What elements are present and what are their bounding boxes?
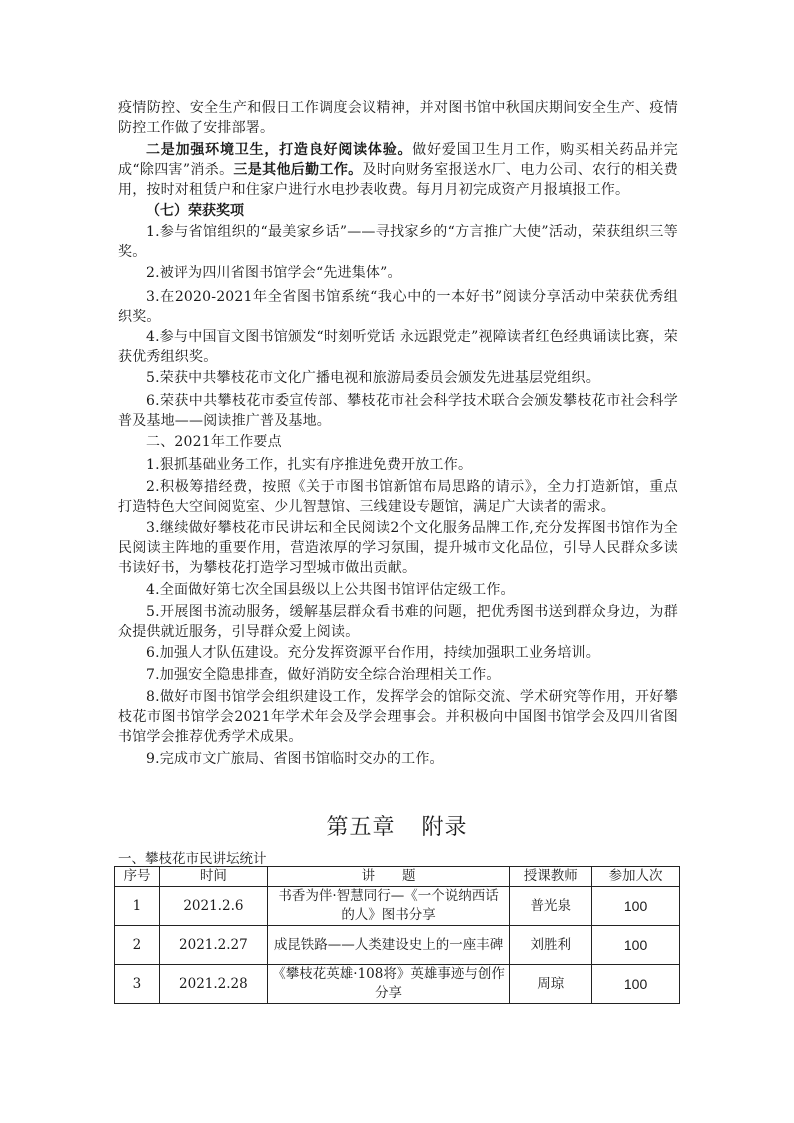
section-title: 一、攀枝花市民讲坛统计: [118, 851, 267, 867]
cell-teacher: 普光泉: [510, 887, 592, 926]
award-item: 3.在2020-2021年全省图书馆系统“我心中的一本好书”阅读分享活动中荣获优秀组织奖。: [118, 289, 678, 325]
lecture-table: [114, 866, 680, 1004]
award-item: 6.荣获中共攀枝花市委宣传部、攀枝花市社会科学技术联合会颁发攀枝花市社会科学普及基地——阅读推广普及基地。: [118, 393, 678, 429]
awards-heading: （七）荣获奖项: [146, 203, 244, 219]
award-item: 4.参与中国盲文图书馆颁发“时刻听党话 永远跟党走”视障读者红色经典诵读比赛，荣获优秀组织奖。: [118, 329, 678, 365]
header-count: 参加人次: [592, 867, 680, 887]
table-row: [115, 926, 680, 965]
paragraph-lead-2: 三是其他后勤工作。: [233, 162, 363, 178]
paragraph-safety: 疫情防控、安全生产和假日工作调度会议精神，并对图书馆中秋国庆期间安全生产、疫情防控工作做了安排部署。: [118, 100, 678, 136]
cell-count: 100: [592, 965, 680, 1004]
cell-topic: 成昆铁路——人类建设史上的一座丰碑: [267, 926, 509, 965]
header-topic: 讲 题: [267, 867, 509, 887]
cell-date: 2021.2.6: [159, 887, 267, 926]
paragraph-text-2: 及时向财务室报送水厂、电力公司、农行的相关费用，按时对租赁户和住家户进行水电抄表收费。每月月初完成资产月报填报工作。: [118, 162, 678, 198]
cell-no: 2: [115, 926, 160, 965]
plan-item: 8.做好市图书馆学会组织建设工作，发挥学会的馆际交流、学术研究等作用，开好攀枝花市图书馆学会2021年学术年会及学会理事会。并积极向中国图书馆学会及四川省图书馆学会推荐优秀学术成果。: [118, 689, 678, 745]
plan-item: 5.开展图书流动服务，缓解基层群众看书难的问题，把优秀图书送到群众身边，为群众提供就近服务，引导群众爱上阅读。: [118, 604, 678, 640]
plan-item: 7.加强安全隐患排查，做好消防安全综合治理相关工作。: [146, 667, 501, 683]
paragraph-logistics: [118, 140, 678, 200]
plan-item: 1.狠抓基础业务工作，扎实有序推进免费开放工作。: [146, 457, 473, 473]
cell-teacher: 周琼: [510, 965, 592, 1004]
plan-item: 9.完成市文广旅局、省图书馆临时交办的工作。: [146, 751, 444, 767]
chapter-title: [0, 813, 794, 843]
cell-teacher: 刘胜利: [510, 926, 592, 965]
table-row: [115, 887, 680, 926]
award-item: 1.参与省馆组织的“最美家乡话”——寻找家乡的“方言推广大使”活动，荣获组织三等奖。: [118, 224, 678, 260]
cell-no: 3: [115, 965, 160, 1004]
award-item: 5.荣获中共攀枝花市文化广播电视和旅游局委员会颁发先进基层党组织。: [146, 370, 600, 386]
paragraph-text: 做好爱国卫生月工作，购买相关药品并完成“除四害”消杀。: [118, 142, 678, 178]
cell-count: 100: [592, 887, 680, 926]
award-item: 2.被评为四川省图书馆学会“先进集体”。: [146, 265, 402, 281]
header-no: 序号: [115, 867, 160, 887]
cell-count: 100: [592, 926, 680, 965]
plan-item: 4.全面做好第七次全国县级以上公共图书馆评估定级工作。: [146, 582, 515, 598]
table-header-row: [115, 867, 680, 887]
cell-no: 1: [115, 887, 160, 926]
header-teacher: 授课教师: [510, 867, 592, 887]
chapter-number: 第五章: [326, 815, 396, 840]
cell-topic: 书香为伴·智慧同行—《一个说纳西话的人》图书分享: [267, 887, 509, 926]
table-row: [115, 965, 680, 1004]
cell-date: 2021.2.28: [159, 965, 267, 1004]
plan-item: 3.继续做好攀枝花市民讲坛和全民阅读2个文化服务品牌工作,充分发挥图书馆作为全民阅读主阵地的重要作用，营造浓厚的学习氛围，提升城市文化品位，引导人民群众多读书读好书，为攀枝花打造学习型城市做出贡献。: [118, 520, 678, 576]
paragraph-lead: 二是加强环境卫生，打造良好阅读体验。: [146, 142, 413, 158]
plan-item: 6.加强人才队伍建设。充分发挥资源平台作用，持续加强职工业务培训。: [146, 645, 600, 661]
cell-topic: 《攀枝花英雄·108将》英雄事迹与创作分享: [267, 965, 509, 1004]
plan-item: 2.积极筹措经费，按照《关于市图书馆新馆布局思路的请示》，全力打造新馆，重点打造特色大空间阅览室、少儿智慧馆、三线建设专题馆，满足广大读者的需求。: [118, 479, 678, 515]
chapter-name: 附录: [421, 815, 468, 840]
header-date: 时间: [159, 867, 267, 887]
plan-heading: 二、2021年工作要点: [146, 434, 282, 450]
cell-date: 2021.2.27: [159, 926, 267, 965]
